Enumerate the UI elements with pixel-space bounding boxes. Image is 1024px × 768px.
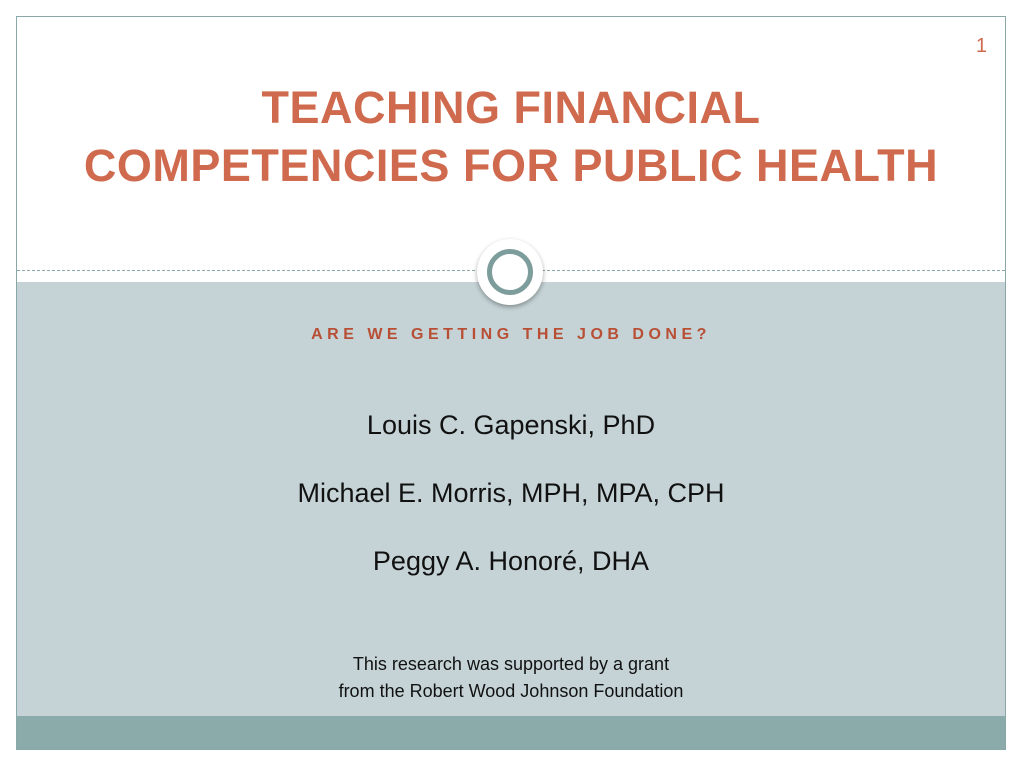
author-3: Peggy A. Honoré, DHA xyxy=(372,546,650,576)
slide-title xyxy=(17,79,1005,195)
footer-bar xyxy=(17,716,1005,750)
grant-line-1: This research was supported by a grant xyxy=(352,654,670,674)
author-2: Michael E. Morris, MPH, MPA, CPH xyxy=(297,478,725,508)
author-1: Louis C. Gapenski, PhD xyxy=(366,410,656,440)
author-list xyxy=(17,405,1005,609)
circle-ring-icon xyxy=(477,239,543,305)
grant-acknowledgement xyxy=(17,651,1005,705)
title-line-1: TEACHING FINANCIAL xyxy=(261,82,761,133)
slide xyxy=(16,16,1006,750)
title-line-2: COMPETENCIES FOR PUBLIC HEALTH xyxy=(83,140,939,191)
circle-ring-inner xyxy=(487,249,533,295)
slide-number: 1 xyxy=(975,35,987,57)
grant-line-2: from the Robert Wood Johnson Foundation xyxy=(338,681,684,701)
slide-subtitle: ARE WE GETTING THE JOB DONE? xyxy=(311,326,711,343)
